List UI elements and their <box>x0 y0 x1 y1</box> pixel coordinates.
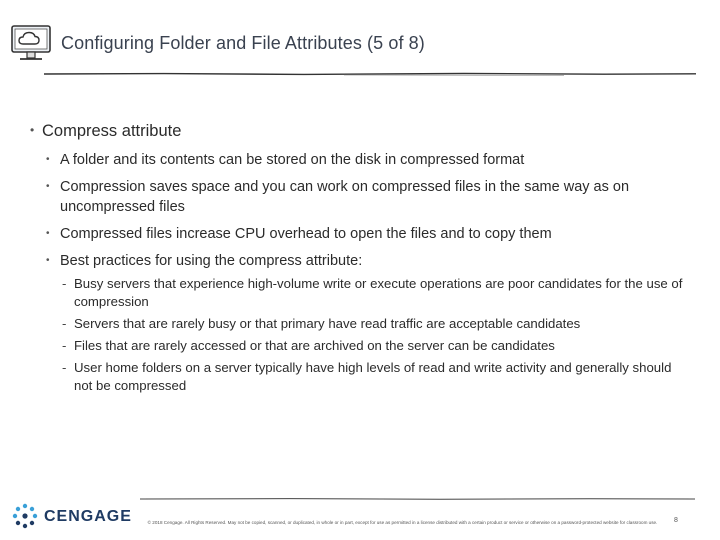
sub-bullet-text: Busy servers that experience high-volume write or execute operations are poor candidates for the use of compression <box>74 276 683 309</box>
sub-bullet-text: Files that are rarely accessed or that are archived on the server can be candidates <box>74 338 555 353</box>
bullet-icon: • <box>30 123 35 137</box>
slide-title: Configuring Folder and File Attributes (5 of 8) <box>61 33 425 53</box>
dash-marker: - <box>62 338 67 353</box>
sub-bullet <box>62 315 687 333</box>
dash-marker: - <box>62 360 67 375</box>
footer-divider <box>140 495 695 503</box>
sub-bullet <box>62 275 687 311</box>
bullet-text: Compressed files increase CPU overhead to open the files and to copy them <box>60 226 552 242</box>
bullet-level2 <box>46 177 686 217</box>
bullet-text: Compression saves space and you can work on compressed files in the same way as on uncompressed files <box>60 179 630 215</box>
brand-name: CENGAGE <box>44 508 132 525</box>
cengage-logo-icon <box>12 503 38 529</box>
bullet-text: Compress attribute <box>42 122 182 140</box>
bullet-text: Best practices for using the compress attribute: <box>60 253 363 269</box>
bullet-icon: • <box>46 154 50 165</box>
bullet-level1 <box>30 122 181 141</box>
page-number: 8 <box>674 517 678 524</box>
sub-bullet <box>62 359 687 395</box>
sub-bullet <box>62 337 687 355</box>
bullet-level2 <box>46 224 686 244</box>
bullet-level2 <box>46 150 686 170</box>
title-divider <box>44 70 696 78</box>
bullet-icon: • <box>46 228 50 239</box>
bullet-icon: • <box>46 181 50 192</box>
copyright-notice: © 2018 Cengage. All Rights Reserved. May not be copied, scanned, or duplicated, in whole or in part, except for use as permitted in a license distributed with a certain product or service or otherwise on a password-protected website for classroom use. <box>147 520 658 525</box>
bullet-icon: • <box>46 255 50 266</box>
sub-bullet-text: Servers that are rarely busy or that primary have read traffic are acceptable candidates <box>74 316 581 331</box>
dash-marker: - <box>62 276 67 291</box>
dash-marker: - <box>62 316 67 331</box>
bullet-text: A folder and its contents can be stored on the disk in compressed format <box>60 152 525 168</box>
sub-bullet-text: User home folders on a server typically have high levels of read and write activity and generally should not be compressed <box>74 360 672 393</box>
bullet-level2 <box>46 251 686 271</box>
cloud-monitor-icon <box>8 20 56 68</box>
